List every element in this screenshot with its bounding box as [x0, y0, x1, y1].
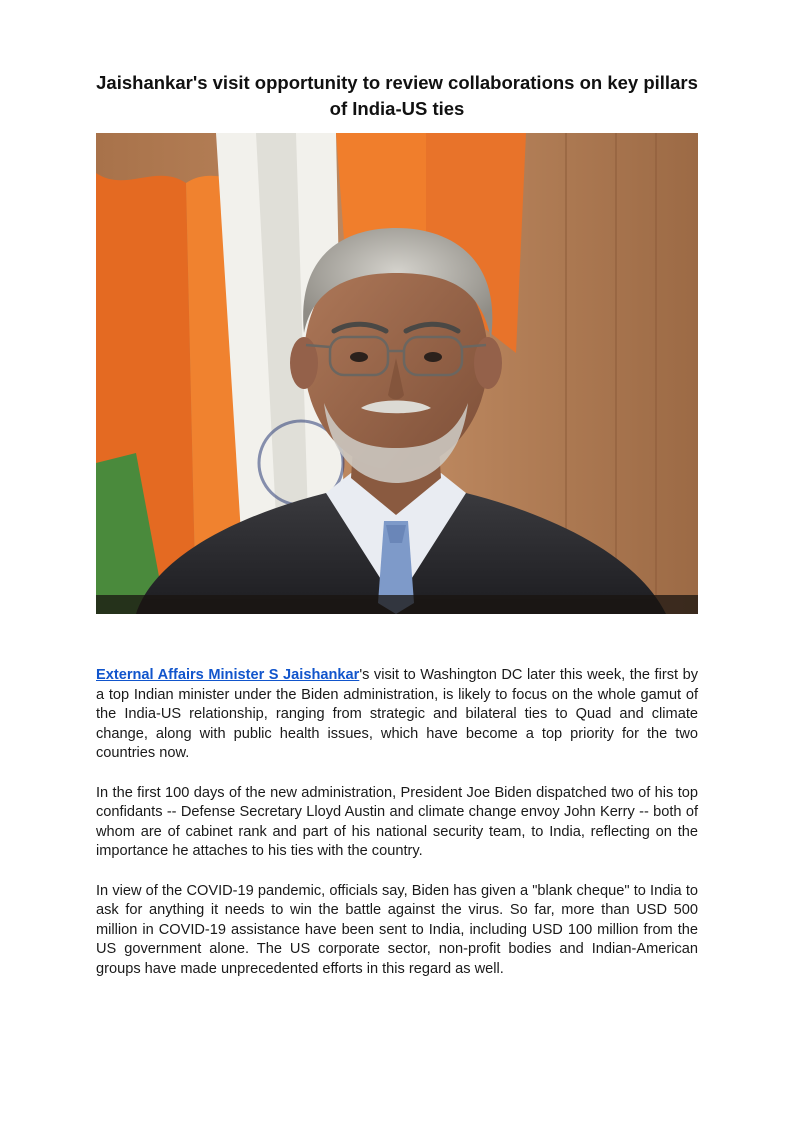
paragraph-1-text: 's visit to Washington DC later this week, the first by a top Indian minister under the Biden administration, is likely to focus on the whole gamut of the India-US relationship, ranging from strategic and bilateral ties to Quad and climate change, along with public health issues, which have become a top priority for the two countries now.	[96, 667, 698, 762]
article-title-line-1: Jaishankar's visit opportunity to review collaborations on key pillars	[96, 72, 698, 93]
photo-illustration	[96, 133, 698, 614]
minister-link[interactable]: External Affairs Minister S Jaishankar	[96, 667, 360, 683]
article-photo	[96, 133, 698, 614]
paragraph-3: In view of the COVID-19 pandemic, officials say, Biden has given a "blank cheque" to India to ask for anything it needs to win the battle against the virus. So far, more than USD 500 million in COVID-19 assistance have been sent to India, including USD 100 million from the US government alone. The US corporate sector, non-profit bodies and Indian-American groups have made unprecedented efforts in this regard as well.	[96, 882, 698, 977]
paragraph-2: In the first 100 days of the new administration, President Joe Biden dispatched two of his top confidants -- Defense Secretary Lloyd Austin and climate change envoy John Kerry -- both of whom are of cabinet rank and part of his national security team, to India, reflecting on the importance he attaches to his ties with the country.	[96, 784, 698, 860]
article-title-line-2: of India-US ties	[329, 98, 465, 119]
paragraph-1	[96, 666, 698, 764]
article-body	[96, 666, 698, 999]
article-title	[96, 70, 698, 122]
